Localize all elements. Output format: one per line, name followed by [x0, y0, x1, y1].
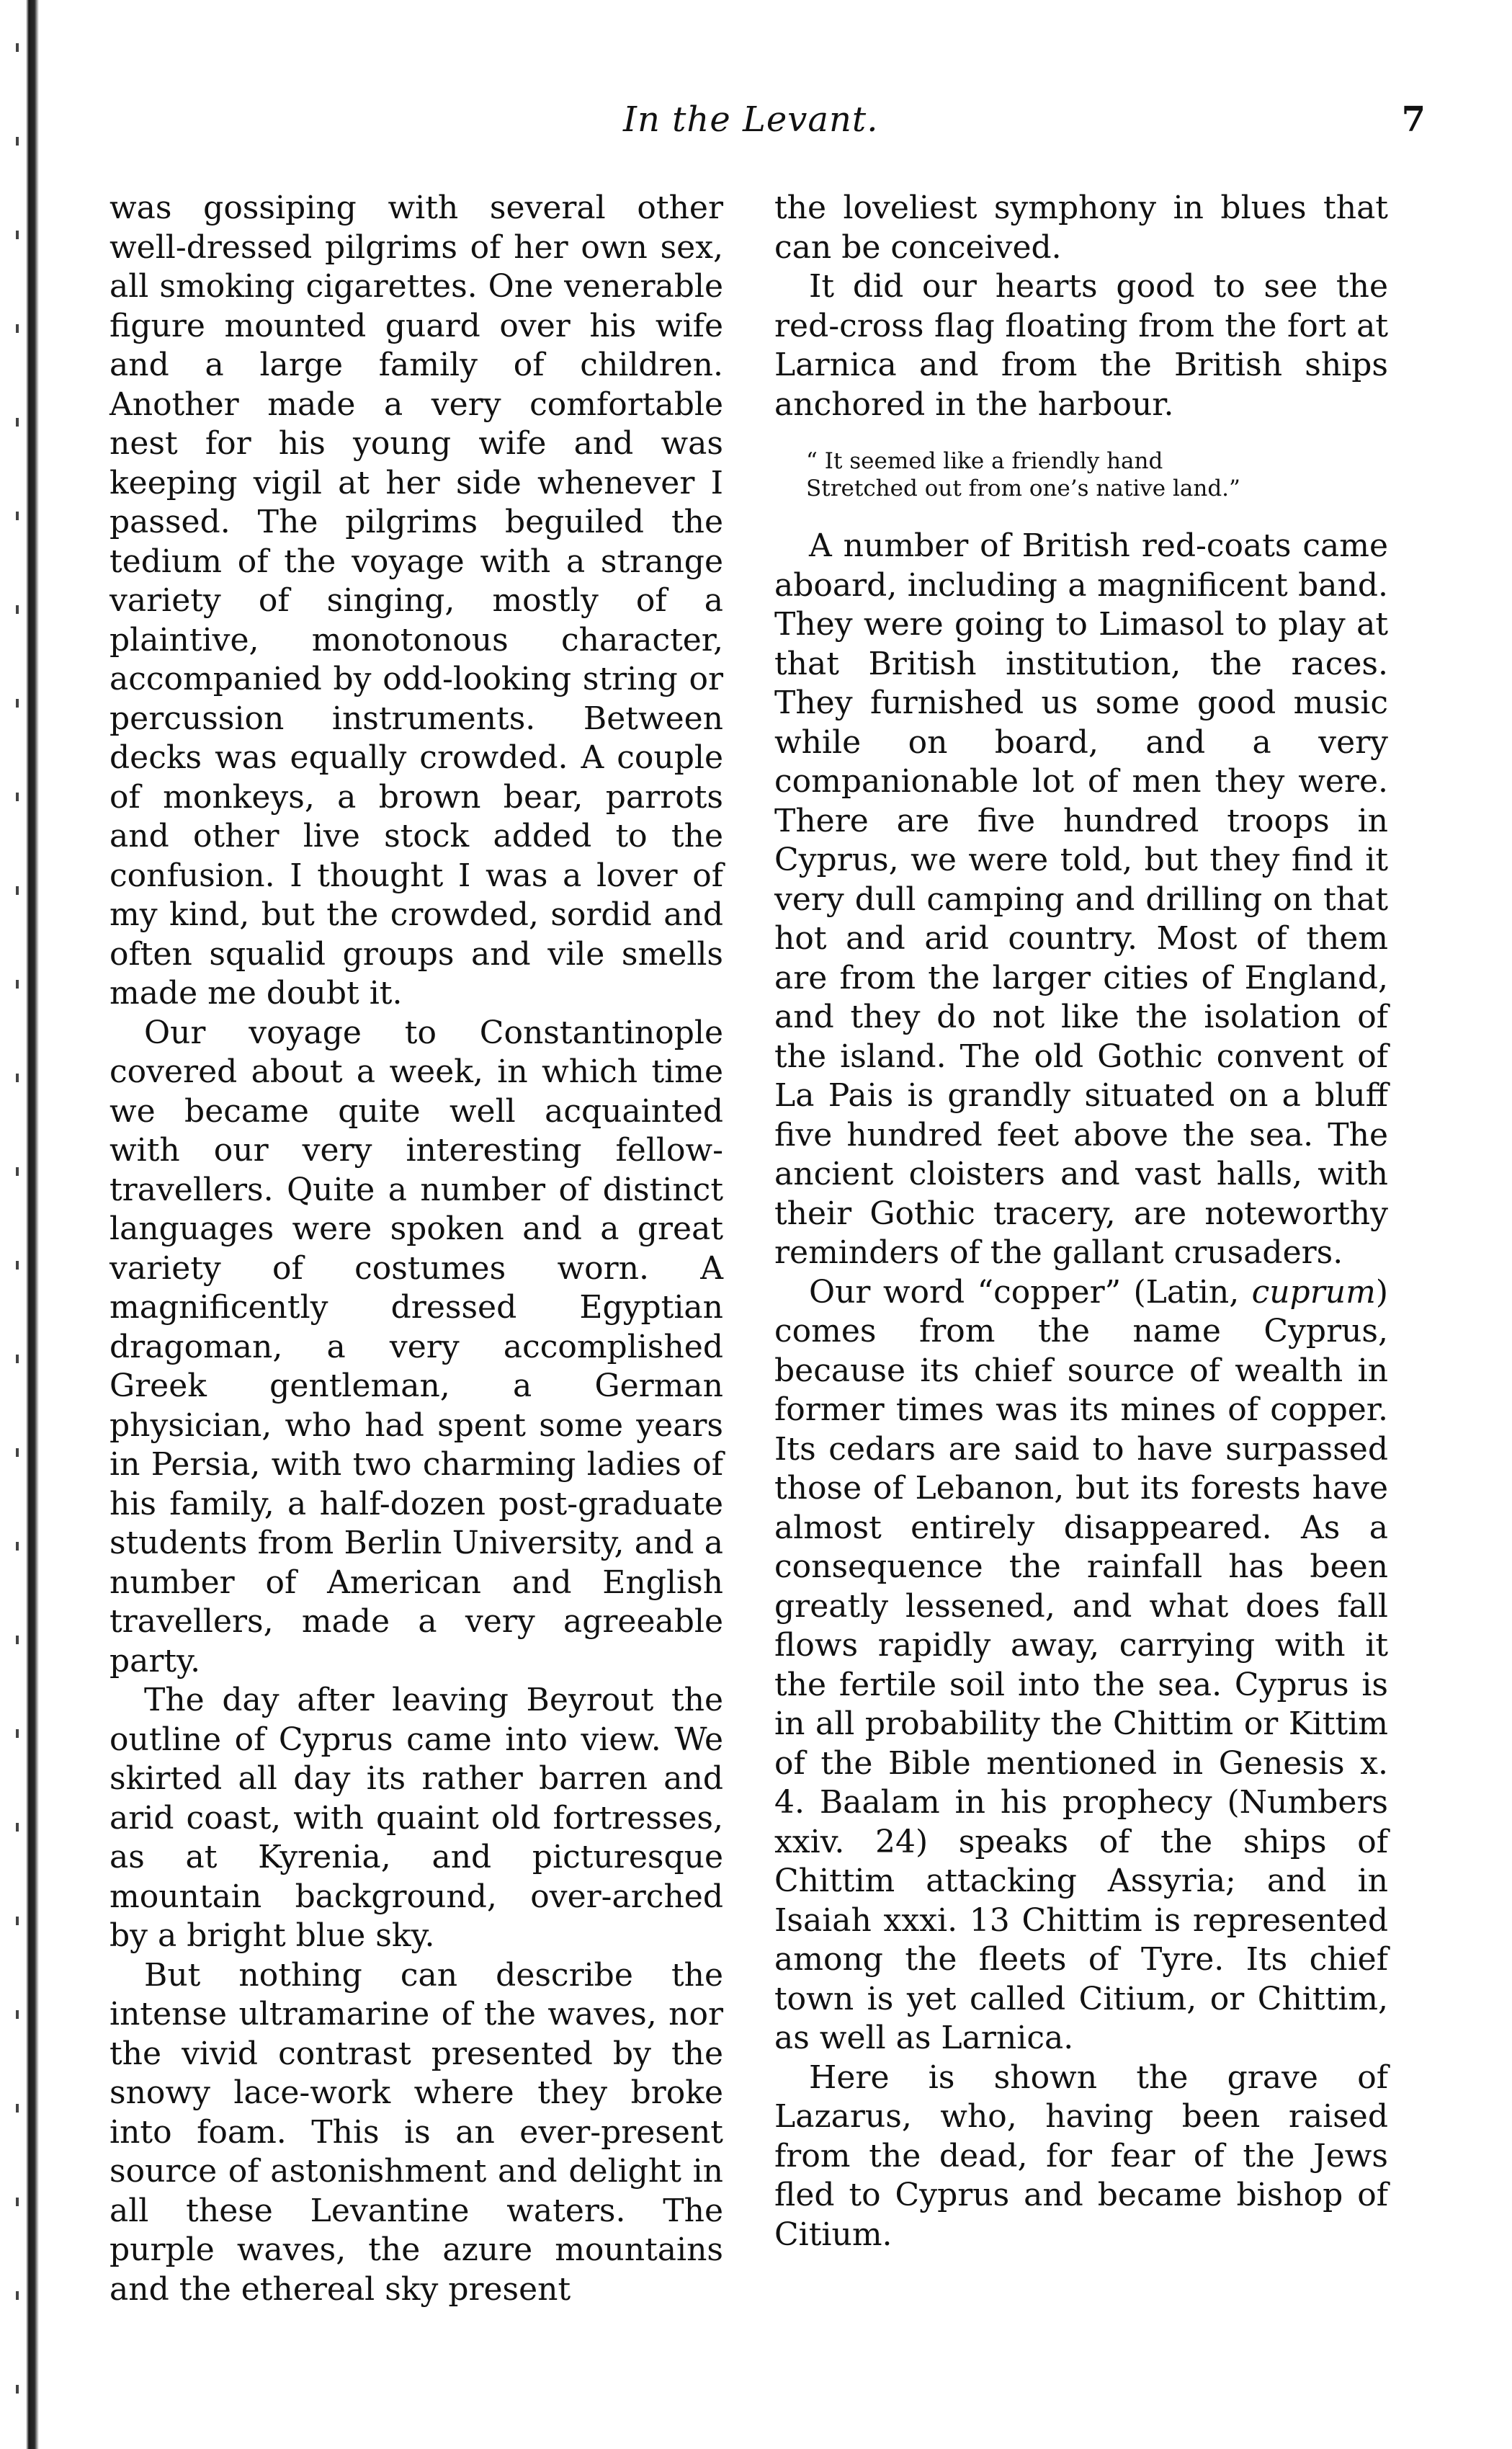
right-column	[774, 189, 1388, 2254]
paragraph: the loveliest symphony in blues that can be conceived.	[774, 189, 1388, 266]
paragraph	[774, 1273, 1388, 2058]
paragraph: A number of British red-coats came aboard, including a magnificent band. They were going to Limasol to play at that British institution, the races. They furnished us some good music while on board, and a very companionable lot of men they were. There are five hundred troops in Cyprus, we were told, but they find it very dull camping and drilling on that hot and arid country. Most of them are from the larger cities of England, and they do not like the isolation of the island. The old Gothic convent of La Pais is grandly situated on a bluff five hundred feet above the sea. The ancient cloisters and vast halls, with their Gothic tracery, are noteworthy reminders of the gallant crusaders.	[774, 527, 1388, 1271]
verse-quotation	[806, 447, 1388, 502]
paragraph-text: Our word “copper” (Latin,	[809, 1273, 1252, 1311]
page-binding-edge	[0, 0, 56, 2449]
running-title: In the Levant.	[623, 99, 879, 140]
latin-word: cuprum	[1251, 1273, 1376, 1311]
paragraph: It did our hearts good to see the red-cross flag floating from the fort at Larnica and from the British ships anchored in the harbour.	[774, 268, 1388, 423]
paragraph: Our voyage to Constantinople covered about a week, in which time we became quite well acquainted with our very interesting fellow-travellers. Quite a number of distinct languages were spoken and a great variety of costumes worn. A magnificently dressed Egyptian dragoman, a very accomplished Greek gentleman, a German physician, who had spent some years in Persia, with two charming ladies of his family, a half-dozen post-graduate students from Berlin University, and a number of American and English travellers, made a very agreeable party.	[109, 1014, 723, 1679]
verse-line: “ It seemed like a friendly hand	[806, 448, 1163, 474]
verse-line: Stretched out from one’s native land.”	[806, 476, 1240, 501]
page-header	[115, 99, 1426, 157]
paragraph: The day after leaving Beyrout the outline of Cyprus came into view. We skirted all day its rather barren and arid coast, with quaint old fortresses, as at Kyrenia, and picturesque mountain background, over-arched by a bright blue sky.	[109, 1682, 723, 1954]
paragraph: But nothing can describe the intense ultramarine of the waves, nor the vivid contrast presented by the snowy lace-work where they broke into foam. This is an ever-present source of astonishment and delight in all these Levantine waters. The purple waves, the azure mountains and the ethereal sky present	[109, 1956, 723, 2308]
left-column	[109, 189, 723, 2309]
paragraph: Here is shown the grave of Lazarus, who, having been raised from the dead, for fear of the Jews fled to Cyprus and became bishop of Citium.	[774, 2058, 1388, 2253]
page-number: 7	[1401, 99, 1426, 140]
paragraph-text: ) comes from the name Cyprus, because its chief source of wealth in former times was its mines of copper. Its cedars are said to have surpassed those of Lebanon, but its forests have almost entirely disappeared. As a consequence the rainfall has been greatly lessened, and what does fall flows rapidly away, carrying with it the fertile soil into the sea. Cyprus is in all probability the Chittim or Kittim of the Bible mentioned in Genesis x. 4. Baalam in his prophecy (Numbers xxiv. 24) speaks of the ships of Chittim attacking Assyria; and in Isaiah xxxi. 13 Chittim is represented among the fleets of Tyre. Its chief town is yet called Citium, or Chittim, as well as Larnica.	[774, 1273, 1388, 2056]
paragraph: was gossiping with several other well-dressed pilgrims of her own sex, all smoking cigarettes. One venerable figure mounted guard over his wife and a large family of children. Another made a very comfortable nest for his young wife and was keeping vigil at her side whenever I passed. The pilgrims beguiled the tedium of the voyage with a strange variety of singing, mostly of a plaintive, monotonous character, accompanied by odd-looking string or percussion instruments. Between decks was equally crowded. A couple of monkeys, a brown bear, parrots and other live stock added to the confusion. I thought I was a lover of my kind, but the crowded, sordid and often squalid groups and vile smells made me doubt it.	[109, 189, 723, 1012]
